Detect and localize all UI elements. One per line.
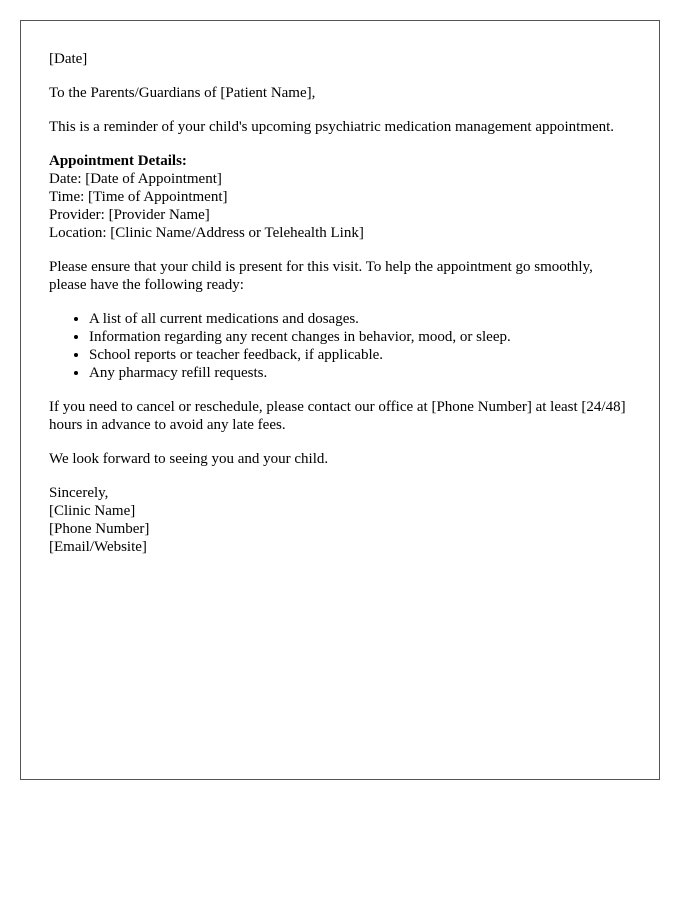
checklist-item: • School reports or teacher feedback, if applicable. — [89, 346, 631, 364]
letter-date: [Date] — [49, 51, 88, 67]
appointment-location: Location: [Clinic Name/Address or Telehealth Link] — [49, 225, 364, 241]
appointment-provider: Provider: [Provider Name] — [49, 207, 210, 223]
signoff-clinic-name: [Clinic Name] — [49, 503, 136, 519]
letter-cancel-paragraph: If you need to cancel or reschedule, please contact our office at [Phone Number] at least [24/48] hours in advance to avoid any late fees. — [49, 399, 626, 433]
signoff-email: [Email/Website] — [49, 539, 147, 555]
letter-intro: This is a reminder of your child's upcoming psychiatric medication management appointment. — [49, 119, 615, 135]
signoff-phone: [Phone Number] — [49, 521, 150, 537]
checklist-item: • Information regarding any recent changes in behavior, mood, or sleep. — [89, 328, 631, 346]
preparation-checklist — [49, 310, 631, 382]
appointment-details-heading: Appointment Details: — [49, 153, 187, 169]
checklist-item: • A list of all current medications and dosages. — [89, 310, 631, 328]
signoff-sincerely: Sincerely, — [49, 485, 109, 501]
checklist-item: • Any pharmacy refill requests. — [89, 364, 631, 382]
letter-closing-line: We look forward to seeing you and your child. — [49, 451, 329, 467]
letter-page — [20, 20, 660, 780]
appointment-date: Date: [Date of Appointment] — [49, 171, 222, 187]
letter-salutation: To the Parents/Guardians of [Patient Name], — [49, 85, 316, 101]
letter-ensure-paragraph: Please ensure that your child is present for this visit. To help the appointment go smoothly, please have the following ready: — [49, 259, 593, 293]
letter-signoff — [49, 484, 631, 556]
appointment-time: Time: [Time of Appointment] — [49, 189, 228, 205]
appointment-details — [49, 152, 631, 242]
